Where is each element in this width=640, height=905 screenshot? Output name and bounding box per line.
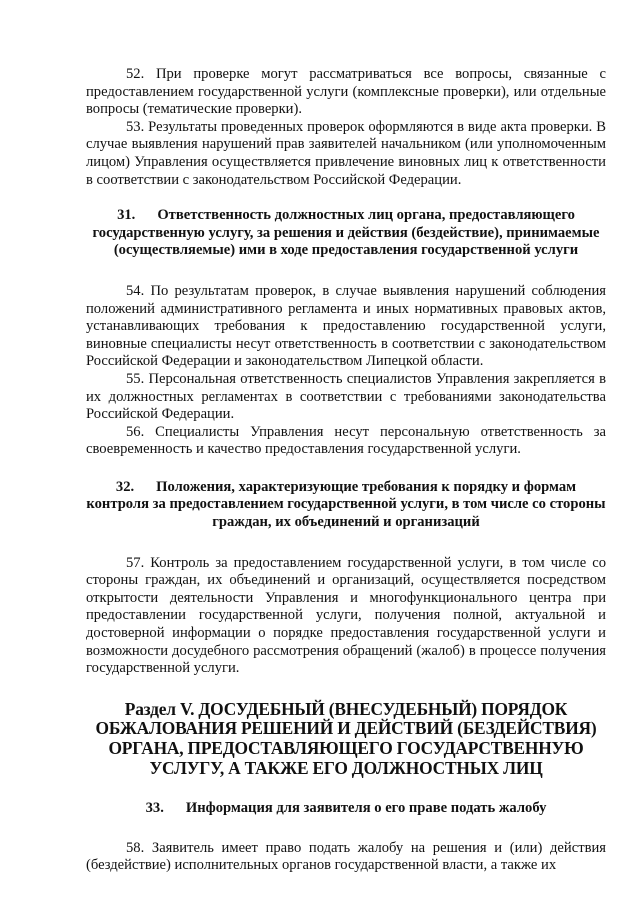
- heading-33-text: Информация для заявителя о его праве подать жалобу: [185, 800, 547, 817]
- heading-33-number: 33.: [145, 800, 164, 817]
- document-page: [86, 66, 606, 875]
- paragraph-57: 57. Контроль за предоставлением государственной услуги, в том числе со стороны граждан, их объединений и организаций, осуществляется посредством открытости деятельности Управления и многофункционального центра при предоставлении государственной услуги, получения полной, актуальной и достоверной информации о порядке предоставления государственной услуги и возможности досудебного рассмотрения обращений (жалоб) в процессе получения государственной услуги.: [86, 554, 606, 677]
- heading-31-number: 31.: [117, 207, 136, 224]
- heading-31: [86, 207, 606, 260]
- heading-32: [86, 479, 606, 532]
- heading-31-text: Ответственность должностных лиц органа, предоставляющего государственную услугу, за решения и действия (бездействие), принимаемые (осуществляемые) ими в ходе предоставления государственной услуги: [92, 207, 600, 259]
- heading-32-text: Положения, характеризующие требования к порядку и формам контроля за предоставлением государственной услуги, в том числе со стороны граждан, их объединений и организаций: [86, 478, 606, 531]
- heading-33: [86, 800, 606, 818]
- heading-32-number: 32.: [115, 478, 135, 495]
- paragraph-52: 52. При проверке могут рассматриваться все вопросы, связанные с предоставлением государственной услуги (комплексные проверки), или отдельные вопросы (тематические проверки).: [86, 66, 606, 118]
- section-5-title: Раздел V. ДОСУДЕБНЫЙ (ВНЕСУДЕБНЫЙ) ПОРЯДОК ОБЖАЛОВАНИЯ РЕШЕНИЙ И ДЕЙСТВИЙ (БЕЗДЕЙСТВИЯ) ОРГАНА, ПРЕДОСТАВЛЯЮЩЕГО ГОСУДАРСТВЕННУЮ УСЛУГУ, А ТАКЖЕ ЕГО ДОЛЖНОСТНЫХ ЛИЦ: [95, 698, 597, 778]
- paragraph-54: 54. По результатам проверок, в случае выявления нарушений соблюдения положений административного регламента и иных нормативных правовых актов, устанавливающих требования к предоставлению государственной услуги, виновные специалисты несут ответственность в соответствии с законодательством Российской Федерации и законодательством Липецкой области.: [86, 282, 606, 370]
- paragraph-55: 55. Персональная ответственность специалистов Управления закрепляется в их должностных регламентах в соответствии с требованиями законодательства Российской Федерации.: [86, 370, 606, 423]
- paragraph-58: 58. Заявитель имеет право подать жалобу на решения и (или) действия (бездействие) исполнительных органов государственной власти, а также их: [86, 839, 606, 874]
- paragraph-53: 53. Результаты проведенных проверок оформляются в виде акта проверки. В случае выявления нарушений прав заявителей начальником (или уполномоченным лицом) Управления осуществляется привлечение виновных лиц к ответственности в соответствии с законодательством Российской Федерации.: [86, 118, 606, 188]
- paragraph-56: 56. Специалисты Управления несут персональную ответственность за своевременность и качество предоставления государственной услуги.: [86, 423, 606, 458]
